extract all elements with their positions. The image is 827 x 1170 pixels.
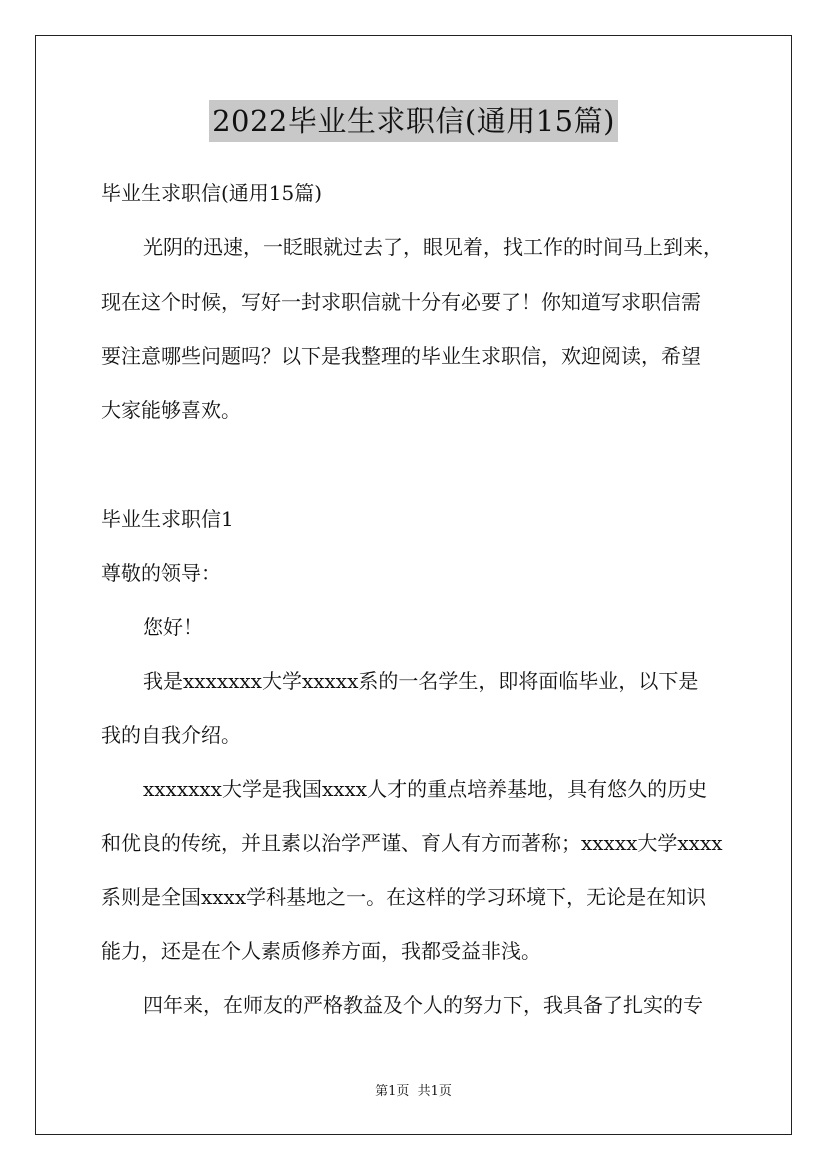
body-line-4: 和优良的传统，并且素以治学严谨、育人有方而著称；xxxxx大学xxxx: [101, 831, 723, 855]
title-container: [0, 100, 827, 142]
page-footer: 第1页 共1页: [375, 1084, 452, 1099]
intro-line-2: 现在这个时候，写好一封求职信就十分有必要了！你知道写求职信需: [101, 290, 701, 314]
body-line-3: xxxxxxx大学是我国xxxx人才的重点培养基地，具有悠久的历史: [143, 777, 708, 801]
document-subtitle: 毕业生求职信(通用15篇): [101, 181, 323, 205]
greeting: 您好！: [143, 615, 203, 639]
body-line-1: 我是xxxxxxx大学xxxxx系的一名学生，即将面临毕业，以下是: [143, 669, 699, 693]
intro-line-4: 大家能够喜欢。: [101, 398, 241, 422]
document-title: 2022毕业生求职信(通用15篇): [209, 100, 618, 142]
salutation: 尊敬的领导：: [101, 561, 221, 585]
body-line-5: 系则是全国xxxx学科基地之一。在这样的学习环境下，无论是在知识: [101, 885, 707, 909]
intro-line-3: 要注意哪些问题吗？以下是我整理的毕业生求职信，欢迎阅读，希望: [101, 344, 701, 368]
body-line-2: 我的自我介绍。: [101, 723, 241, 747]
letter-heading: 毕业生求职信1: [101, 507, 234, 531]
body-line-7: 四年来，在师友的严格教益及个人的努力下，我具备了扎实的专: [143, 993, 703, 1017]
intro-line-1: 光阴的迅速，一眨眼就过去了，眼见着，找工作的时间马上到来，: [143, 235, 723, 259]
body-line-6: 能力，还是在个人素质修养方面，我都受益非浅。: [101, 939, 541, 963]
